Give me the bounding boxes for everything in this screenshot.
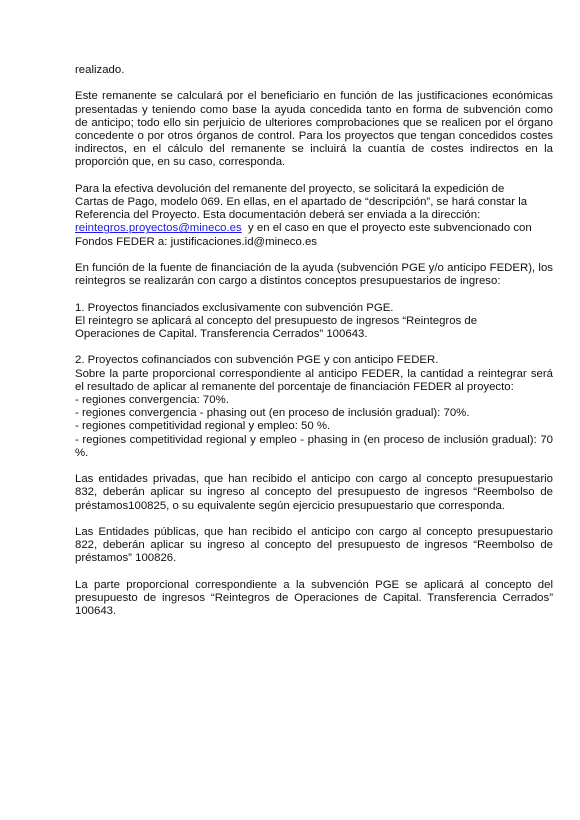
bullet-convergencia: - regiones convergencia: 70%. bbox=[75, 394, 229, 406]
paragraph-proyectos-pge bbox=[75, 302, 553, 342]
devolucion-line-4-rest: y en el caso en que el proyecto este subvencionado con bbox=[241, 222, 532, 235]
paragraph-fuente-financiacion: En función de la fuente de financiación de la ayuda (subvención PGE y/o anticipo FEDER), los reintegros se realizarán con cargo a distintos conceptos presupuestarios de ingreso: bbox=[75, 262, 553, 288]
paragraph-proyectos-cofinanciados bbox=[75, 354, 553, 460]
document-page bbox=[75, 64, 553, 632]
pge-line-2: El reintegro se aplicará al concepto del presupuesto de ingresos “Reintegros de bbox=[75, 314, 478, 327]
cofinanciados-heading: 2. Proyectos cofinanciados con subvención PGE y con anticipo FEDER. bbox=[75, 354, 439, 367]
devolucion-line-5: Fondos FEDER a: justificaciones.id@mineco.es bbox=[75, 235, 318, 248]
bullet-competitividad: - regiones competitividad regional y empleo: 50 %. bbox=[75, 420, 331, 433]
paragraph-entidades-publicas: Las Entidades públicas, que han recibido el anticipo con cargo al concepto presupuestario 822, deberán aplicar su ingreso al concepto del presupuesto de ingresos “Reembolso de préstamos” 100826. bbox=[75, 526, 553, 565]
devolucion-line-1: Para la efectiva devolución del remanente del proyecto, se solicitará la expedición de bbox=[75, 182, 505, 195]
bullet-phasing-out: - regiones convergencia - phasing out (en proceso de inclusión gradual): 70%. bbox=[75, 407, 470, 420]
devolucion-line-2: Cartas de Pago, modelo 069. En ellas, en el apartado de “descripción”, se hará constar la bbox=[75, 196, 528, 208]
bullet-phasing-in: - regiones competitividad regional y empleo - phasing in (en proceso de inclusión gradual): 70 %. bbox=[75, 433, 553, 459]
pge-line-3: Operaciones de Capital. Transferencia Cerrados” 100643. bbox=[75, 328, 368, 340]
pge-heading: 1. Proyectos financiados exclusivamente con subvención PGE. bbox=[75, 301, 394, 314]
devolucion-line-3: Referencia del Proyecto. Esta documentación deberá ser enviada a la dirección: bbox=[75, 209, 481, 222]
paragraph-continuation: realizado. bbox=[75, 64, 125, 76]
paragraph-entidades-privadas: Las entidades privadas, que han recibido el anticipo con cargo al concepto presupuestario 832, deberán aplicar su ingreso al concepto del presupuesto de ingresos “Reembolso de préstamos100825, o su equivalente según ejercicio presupuestario que corresponda. bbox=[75, 473, 553, 512]
paragraph-devolucion bbox=[75, 183, 553, 249]
devolucion-line-4 bbox=[75, 222, 553, 235]
paragraph-remanente-calculo: Este remanente se calculará por el beneficiario en función de las justificaciones económicas presentadas y teniendo como base la ayuda concedida tanto en forma de subvención como de anticipo; todo ello sin perjuicio de ulteriores comprobaciones que se realicen por el órgano concedente o por otros órganos de control. Para los proyectos que tengan concedidos costes indirectos, en el cálculo del remanente se incluirá la cuantía de costes indirectos en la proporción que, en su caso, corresponda. bbox=[75, 90, 553, 169]
cofinanciados-body: Sobre la parte proporcional correspondiente al anticipo FEDER, la cantidad a reintegrar será el resultado de aplicar al remanente del porcentaje de financiación FEDER al proyecto: bbox=[75, 367, 553, 393]
email-link-reintegros[interactable]: reintegros.proyectos@mineco.es bbox=[75, 222, 242, 235]
paragraph-parte-pge: La parte proporcional correspondiente a la subvención PGE se aplicará al concepto del presupuesto de ingresos “Reintegros de Operaciones de Capital. Transferencia Cerrados” 100643. bbox=[75, 578, 553, 618]
